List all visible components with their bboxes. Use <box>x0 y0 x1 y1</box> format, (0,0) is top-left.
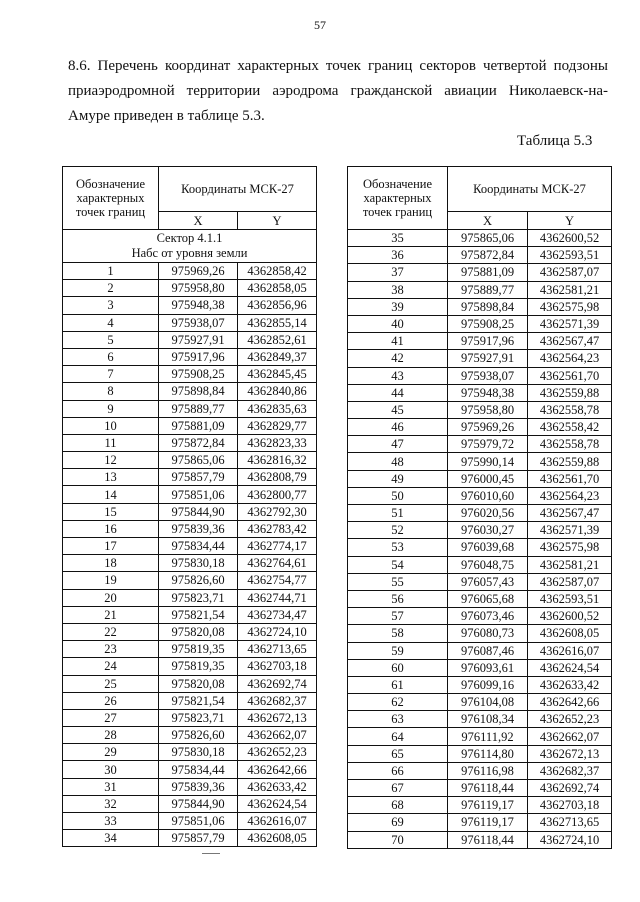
coord-y: 4362608,05 <box>238 830 317 847</box>
coord-y: 4362852,61 <box>238 331 317 348</box>
coord-y: 4362593,51 <box>528 590 612 607</box>
coord-x: 975857,79 <box>159 830 238 847</box>
coord-x: 975938,07 <box>159 314 238 331</box>
table-row <box>348 797 612 814</box>
point-number: 45 <box>348 401 448 418</box>
coord-y: 4362564,23 <box>528 487 612 504</box>
table-row <box>63 538 317 555</box>
point-number: 22 <box>63 623 159 640</box>
coord-x: 975839,36 <box>159 520 238 537</box>
point-number: 65 <box>348 745 448 762</box>
point-number: 56 <box>348 590 448 607</box>
table-row <box>63 727 317 744</box>
coord-x: 975819,35 <box>159 658 238 675</box>
coord-y: 4362692,74 <box>238 675 317 692</box>
table-row <box>348 384 612 401</box>
table-row <box>63 366 317 383</box>
table-row <box>348 711 612 728</box>
coord-x: 976111,92 <box>448 728 528 745</box>
table-row <box>348 831 612 848</box>
point-number: 4 <box>63 314 159 331</box>
point-number: 8 <box>63 383 159 400</box>
coord-y: 4362754,77 <box>238 572 317 589</box>
coord-x: 975844,90 <box>159 795 238 812</box>
point-number: 54 <box>348 556 448 573</box>
table-row <box>348 367 612 384</box>
table-row <box>63 331 317 348</box>
coord-x: 975851,06 <box>159 486 238 503</box>
point-number: 44 <box>348 384 448 401</box>
coord-y: 4362616,07 <box>528 642 612 659</box>
coord-y: 4362764,61 <box>238 555 317 572</box>
point-number: 61 <box>348 676 448 693</box>
coord-y: 4362558,78 <box>528 401 612 418</box>
table-row <box>63 572 317 589</box>
point-number: 32 <box>63 795 159 812</box>
table-row <box>63 314 317 331</box>
point-number: 16 <box>63 520 159 537</box>
point-number: 11 <box>63 434 159 451</box>
coord-y: 4362703,18 <box>238 658 317 675</box>
coord-y: 4362593,51 <box>528 247 612 264</box>
point-number: 15 <box>63 503 159 520</box>
coordinates-table-left-body <box>63 167 317 847</box>
table-row <box>348 487 612 504</box>
point-number: 10 <box>63 417 159 434</box>
coord-x: 975927,91 <box>159 331 238 348</box>
table-row <box>63 520 317 537</box>
table-row <box>63 400 317 417</box>
coord-x: 976116,98 <box>448 762 528 779</box>
table-row <box>63 744 317 761</box>
coord-x: 976093,61 <box>448 659 528 676</box>
point-number: 29 <box>63 744 159 761</box>
point-number: 31 <box>63 778 159 795</box>
point-number: 13 <box>63 469 159 486</box>
header-y: Y <box>528 212 612 230</box>
coord-y: 4362600,52 <box>528 608 612 625</box>
table-row <box>63 778 317 795</box>
coord-y: 4362558,42 <box>528 419 612 436</box>
coord-x: 976118,44 <box>448 780 528 797</box>
coord-y: 4362633,42 <box>528 676 612 693</box>
point-number: 25 <box>63 675 159 692</box>
table-row <box>63 641 317 658</box>
table-row <box>63 675 317 692</box>
point-number: 19 <box>63 572 159 589</box>
point-number: 24 <box>63 658 159 675</box>
coord-y: 4362616,07 <box>238 813 317 830</box>
table-row <box>348 659 612 676</box>
coord-x: 975908,25 <box>448 315 528 332</box>
coord-x: 975990,14 <box>448 453 528 470</box>
point-number: 69 <box>348 814 448 831</box>
point-number: 55 <box>348 573 448 590</box>
coord-x: 975908,25 <box>159 366 238 383</box>
point-number: 12 <box>63 452 159 469</box>
coord-y: 4362652,23 <box>528 711 612 728</box>
point-number: 40 <box>348 315 448 332</box>
table-row <box>63 280 317 297</box>
table-row <box>63 709 317 726</box>
table-row <box>348 642 612 659</box>
table-row <box>63 383 317 400</box>
sector-heading <box>63 230 317 263</box>
coord-x: 976020,56 <box>448 505 528 522</box>
coord-y: 4362559,88 <box>528 384 612 401</box>
table-row <box>63 830 317 847</box>
coord-y: 4362608,05 <box>528 625 612 642</box>
table-row <box>348 556 612 573</box>
coord-y: 4362682,37 <box>238 692 317 709</box>
coord-x: 976087,46 <box>448 642 528 659</box>
coord-x: 975958,80 <box>159 280 238 297</box>
table-row <box>63 606 317 623</box>
coord-y: 4362600,52 <box>528 230 612 247</box>
coord-x: 975917,96 <box>159 348 238 365</box>
coord-y: 4362642,66 <box>238 761 317 778</box>
point-number: 37 <box>348 264 448 281</box>
header-y: Y <box>238 212 317 230</box>
coord-y: 4362849,37 <box>238 348 317 365</box>
coord-x: 976080,73 <box>448 625 528 642</box>
coord-y: 4362724,10 <box>528 831 612 848</box>
point-number: 23 <box>63 641 159 658</box>
point-number: 64 <box>348 728 448 745</box>
table-row <box>348 350 612 367</box>
coord-y: 4362575,98 <box>528 539 612 556</box>
coord-x: 975820,08 <box>159 675 238 692</box>
coord-x: 976030,27 <box>448 522 528 539</box>
coord-x: 976057,43 <box>448 573 528 590</box>
coord-x: 976073,46 <box>448 608 528 625</box>
coord-x: 975898,84 <box>448 298 528 315</box>
coord-x: 976000,45 <box>448 470 528 487</box>
coordinates-table-left <box>62 166 317 847</box>
intro-paragraph: 8.6. Перечень координат характерных точек границ секторов четвертой подзоны приаэродромной территории аэродрома гражданской авиации Николаевск-на-Амуре приведен в таблице 5.3. <box>68 58 608 124</box>
coord-y: 4362624,54 <box>528 659 612 676</box>
coord-x: 976048,75 <box>448 556 528 573</box>
point-number: 28 <box>63 727 159 744</box>
coord-y: 4362662,07 <box>528 728 612 745</box>
table-row <box>63 658 317 675</box>
point-number: 33 <box>63 813 159 830</box>
table-row <box>63 555 317 572</box>
point-number: 66 <box>348 762 448 779</box>
coord-x: 975898,84 <box>159 383 238 400</box>
table-row <box>348 522 612 539</box>
table-caption: Таблица 5.3 <box>517 133 593 149</box>
point-number: 21 <box>63 606 159 623</box>
coord-y: 4362587,07 <box>528 573 612 590</box>
coord-y: 4362633,42 <box>238 778 317 795</box>
point-number: 3 <box>63 297 159 314</box>
table-row <box>348 745 612 762</box>
coord-y: 4362575,98 <box>528 298 612 315</box>
table-row <box>63 348 317 365</box>
table-row <box>348 694 612 711</box>
header-point-name: Обозначение характерных точек границ <box>348 167 448 230</box>
point-number: 53 <box>348 539 448 556</box>
point-number: 60 <box>348 659 448 676</box>
table-row <box>348 247 612 264</box>
point-number: 57 <box>348 608 448 625</box>
coord-y: 4362567,47 <box>528 333 612 350</box>
table-row <box>348 676 612 693</box>
coord-x: 975969,26 <box>159 263 238 280</box>
table-row <box>348 814 612 831</box>
point-number: 46 <box>348 419 448 436</box>
coord-x: 975826,60 <box>159 727 238 744</box>
point-number: 51 <box>348 505 448 522</box>
coord-x: 976108,34 <box>448 711 528 728</box>
sector-subtitle: Набс от уровня земли <box>131 246 248 260</box>
header-coordinates: Координаты МСК-27 <box>159 167 317 212</box>
coord-y: 4362823,33 <box>238 434 317 451</box>
point-number: 7 <box>63 366 159 383</box>
table-row <box>63 761 317 778</box>
coord-y: 4362571,39 <box>528 315 612 332</box>
coord-x: 976065,68 <box>448 590 528 607</box>
coord-x: 975865,06 <box>159 452 238 469</box>
coord-y: 4362792,30 <box>238 503 317 520</box>
header-point-name: Обозначение характерных точек границ <box>63 167 159 230</box>
coord-y: 4362858,05 <box>238 280 317 297</box>
point-number: 27 <box>63 709 159 726</box>
coord-x: 975834,44 <box>159 761 238 778</box>
coord-y: 4362672,13 <box>238 709 317 726</box>
coord-x: 976119,17 <box>448 797 528 814</box>
footer-dash <box>202 853 220 854</box>
point-number: 52 <box>348 522 448 539</box>
coord-y: 4362800,77 <box>238 486 317 503</box>
table-row <box>348 401 612 418</box>
coord-y: 4362724,10 <box>238 623 317 640</box>
table-row <box>348 728 612 745</box>
coord-y: 4362856,96 <box>238 297 317 314</box>
coord-y: 4362559,88 <box>528 453 612 470</box>
table-row <box>63 503 317 520</box>
coord-y: 4362642,66 <box>528 694 612 711</box>
header-x: X <box>448 212 528 230</box>
coord-x: 975839,36 <box>159 778 238 795</box>
coord-x: 976010,60 <box>448 487 528 504</box>
coord-x: 975948,38 <box>159 297 238 314</box>
point-number: 39 <box>348 298 448 315</box>
table-row <box>348 436 612 453</box>
coord-x: 975889,77 <box>448 281 528 298</box>
coord-y: 4362774,17 <box>238 538 317 555</box>
table-row <box>63 589 317 606</box>
point-number: 63 <box>348 711 448 728</box>
table-row <box>63 297 317 314</box>
coord-y: 4362564,23 <box>528 350 612 367</box>
point-number: 20 <box>63 589 159 606</box>
coord-y: 4362581,21 <box>528 556 612 573</box>
coord-x: 976039,68 <box>448 539 528 556</box>
point-number: 58 <box>348 625 448 642</box>
table-row <box>348 419 612 436</box>
coord-y: 4362561,70 <box>528 470 612 487</box>
point-number: 14 <box>63 486 159 503</box>
coord-y: 4362713,65 <box>528 814 612 831</box>
coord-y: 4362581,21 <box>528 281 612 298</box>
table-row <box>348 470 612 487</box>
coord-x: 976104,08 <box>448 694 528 711</box>
coord-x: 975826,60 <box>159 572 238 589</box>
coord-x: 975834,44 <box>159 538 238 555</box>
coord-y: 4362835,63 <box>238 400 317 417</box>
coord-x: 975823,71 <box>159 709 238 726</box>
coord-y: 4362571,39 <box>528 522 612 539</box>
coord-x: 976114,80 <box>448 745 528 762</box>
table-row <box>63 452 317 469</box>
coord-x: 975958,80 <box>448 401 528 418</box>
table-row <box>63 692 317 709</box>
table-row <box>348 625 612 642</box>
coord-y: 4362829,77 <box>238 417 317 434</box>
point-number: 48 <box>348 453 448 470</box>
coord-x: 975830,18 <box>159 555 238 572</box>
coord-y: 4362734,47 <box>238 606 317 623</box>
point-number: 26 <box>63 692 159 709</box>
coord-x: 975889,77 <box>159 400 238 417</box>
coord-x: 975844,90 <box>159 503 238 520</box>
table-row <box>348 230 612 247</box>
coord-y: 4362692,74 <box>528 780 612 797</box>
table-row <box>348 281 612 298</box>
table-row <box>348 315 612 332</box>
coord-x: 975821,54 <box>159 692 238 709</box>
coord-x: 975948,38 <box>448 384 528 401</box>
table-row <box>63 434 317 451</box>
table-row <box>348 453 612 470</box>
coord-x: 976118,44 <box>448 831 528 848</box>
point-number: 68 <box>348 797 448 814</box>
coord-y: 4362713,65 <box>238 641 317 658</box>
table-row <box>348 573 612 590</box>
sector-title: Сектор 4.1.1 <box>156 231 223 245</box>
coord-y: 4362840,86 <box>238 383 317 400</box>
point-number: 43 <box>348 367 448 384</box>
table-row <box>63 417 317 434</box>
table-row <box>348 264 612 281</box>
point-number: 70 <box>348 831 448 848</box>
coord-y: 4362845,45 <box>238 366 317 383</box>
point-number: 1 <box>63 263 159 280</box>
page-number: 57 <box>314 18 326 32</box>
table-row <box>348 590 612 607</box>
table-row <box>348 298 612 315</box>
coord-y: 4362816,32 <box>238 452 317 469</box>
table-row <box>348 608 612 625</box>
table-row <box>63 795 317 812</box>
coord-x: 975938,07 <box>448 367 528 384</box>
coord-x: 975969,26 <box>448 419 528 436</box>
coord-x: 975830,18 <box>159 744 238 761</box>
coord-x: 975917,96 <box>448 333 528 350</box>
point-number: 36 <box>348 247 448 264</box>
coord-y: 4362567,47 <box>528 505 612 522</box>
coord-x: 975865,06 <box>448 230 528 247</box>
coord-y: 4362703,18 <box>528 797 612 814</box>
point-number: 2 <box>63 280 159 297</box>
coord-y: 4362558,78 <box>528 436 612 453</box>
coord-x: 975979,72 <box>448 436 528 453</box>
point-number: 5 <box>63 331 159 348</box>
table-row <box>348 780 612 797</box>
coord-y: 4362662,07 <box>238 727 317 744</box>
coord-x: 975872,84 <box>159 434 238 451</box>
coord-y: 4362652,23 <box>238 744 317 761</box>
table-row <box>348 505 612 522</box>
coord-y: 4362855,14 <box>238 314 317 331</box>
table-row <box>63 263 317 280</box>
coord-y: 4362561,70 <box>528 367 612 384</box>
coord-x: 975881,09 <box>448 264 528 281</box>
coordinates-table-right-body <box>348 167 612 849</box>
table-row <box>348 762 612 779</box>
point-number: 42 <box>348 350 448 367</box>
coord-x: 975857,79 <box>159 469 238 486</box>
point-number: 6 <box>63 348 159 365</box>
table-row <box>63 813 317 830</box>
header-coordinates: Координаты МСК-27 <box>448 167 612 212</box>
point-number: 34 <box>63 830 159 847</box>
coord-x: 975872,84 <box>448 247 528 264</box>
coord-y: 4362808,79 <box>238 469 317 486</box>
coord-y: 4362744,71 <box>238 589 317 606</box>
point-number: 17 <box>63 538 159 555</box>
point-number: 47 <box>348 436 448 453</box>
point-number: 41 <box>348 333 448 350</box>
coord-y: 4362587,07 <box>528 264 612 281</box>
coord-y: 4362858,42 <box>238 263 317 280</box>
table-row <box>63 486 317 503</box>
coord-x: 975927,91 <box>448 350 528 367</box>
point-number: 35 <box>348 230 448 247</box>
coord-x: 975821,54 <box>159 606 238 623</box>
table-row <box>348 539 612 556</box>
coord-y: 4362672,13 <box>528 745 612 762</box>
coord-x: 975851,06 <box>159 813 238 830</box>
coord-y: 4362783,42 <box>238 520 317 537</box>
table-row <box>63 623 317 640</box>
point-number: 62 <box>348 694 448 711</box>
coord-y: 4362682,37 <box>528 762 612 779</box>
point-number: 67 <box>348 780 448 797</box>
point-number: 50 <box>348 487 448 504</box>
point-number: 18 <box>63 555 159 572</box>
coord-x: 975881,09 <box>159 417 238 434</box>
coord-x: 976099,16 <box>448 676 528 693</box>
point-number: 49 <box>348 470 448 487</box>
table-row <box>348 333 612 350</box>
header-x: X <box>159 212 238 230</box>
point-number: 59 <box>348 642 448 659</box>
coord-x: 975819,35 <box>159 641 238 658</box>
coord-x: 975820,08 <box>159 623 238 640</box>
coord-x: 975823,71 <box>159 589 238 606</box>
coord-x: 976119,17 <box>448 814 528 831</box>
point-number: 9 <box>63 400 159 417</box>
coordinates-table-right <box>347 166 612 849</box>
point-number: 38 <box>348 281 448 298</box>
point-number: 30 <box>63 761 159 778</box>
coord-y: 4362624,54 <box>238 795 317 812</box>
table-row <box>63 469 317 486</box>
